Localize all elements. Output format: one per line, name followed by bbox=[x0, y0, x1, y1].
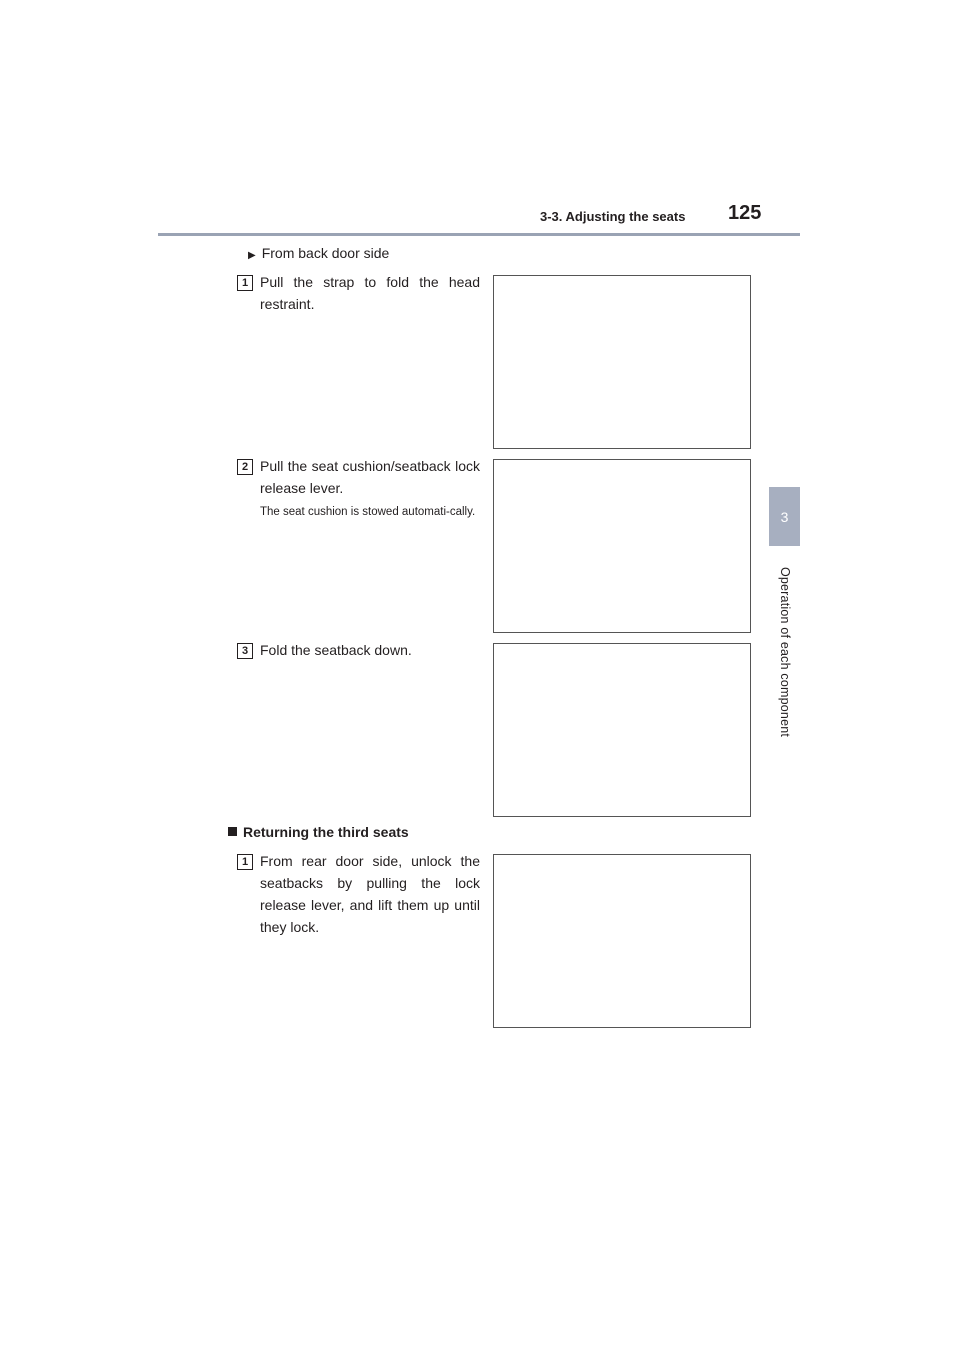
step-number-badge: 3 bbox=[237, 643, 253, 659]
section-title: 3-3. Adjusting the seats bbox=[540, 209, 686, 224]
intro-bullet-text: From back door side bbox=[261, 245, 390, 261]
step-text: From rear door side, unlock the seatbacks by pulling the lock release lever, and lift them up until they lock. bbox=[260, 853, 480, 935]
step-text: Fold the seatback down. bbox=[260, 642, 412, 658]
step-number-badge: 1 bbox=[237, 275, 253, 291]
illustration-placeholder bbox=[493, 459, 751, 633]
illustration-placeholder bbox=[493, 643, 751, 817]
step-text: Pull the strap to fold the head restraint. bbox=[260, 274, 480, 312]
section-heading bbox=[228, 824, 409, 840]
intro-bullet bbox=[248, 245, 389, 261]
step-number-badge: 1 bbox=[237, 854, 253, 870]
page-number: 125 bbox=[728, 202, 762, 224]
chapter-label: Operation of each component bbox=[778, 566, 792, 738]
header-divider bbox=[158, 233, 800, 236]
chapter-number-tab bbox=[769, 487, 800, 546]
square-bullet-icon bbox=[228, 827, 237, 836]
section-heading-text: Returning the third seats bbox=[243, 824, 409, 840]
illustration-placeholder bbox=[493, 854, 751, 1028]
chapter-number: 3 bbox=[780, 508, 789, 525]
illustration-placeholder bbox=[493, 275, 751, 449]
step-number-badge: 2 bbox=[237, 459, 253, 475]
triangle-bullet-icon: ▶ bbox=[248, 250, 256, 261]
step-note: The seat cushion is stowed automati-cally. bbox=[260, 506, 476, 518]
step-text: Pull the seat cushion/seatback lock release lever. bbox=[260, 458, 480, 496]
